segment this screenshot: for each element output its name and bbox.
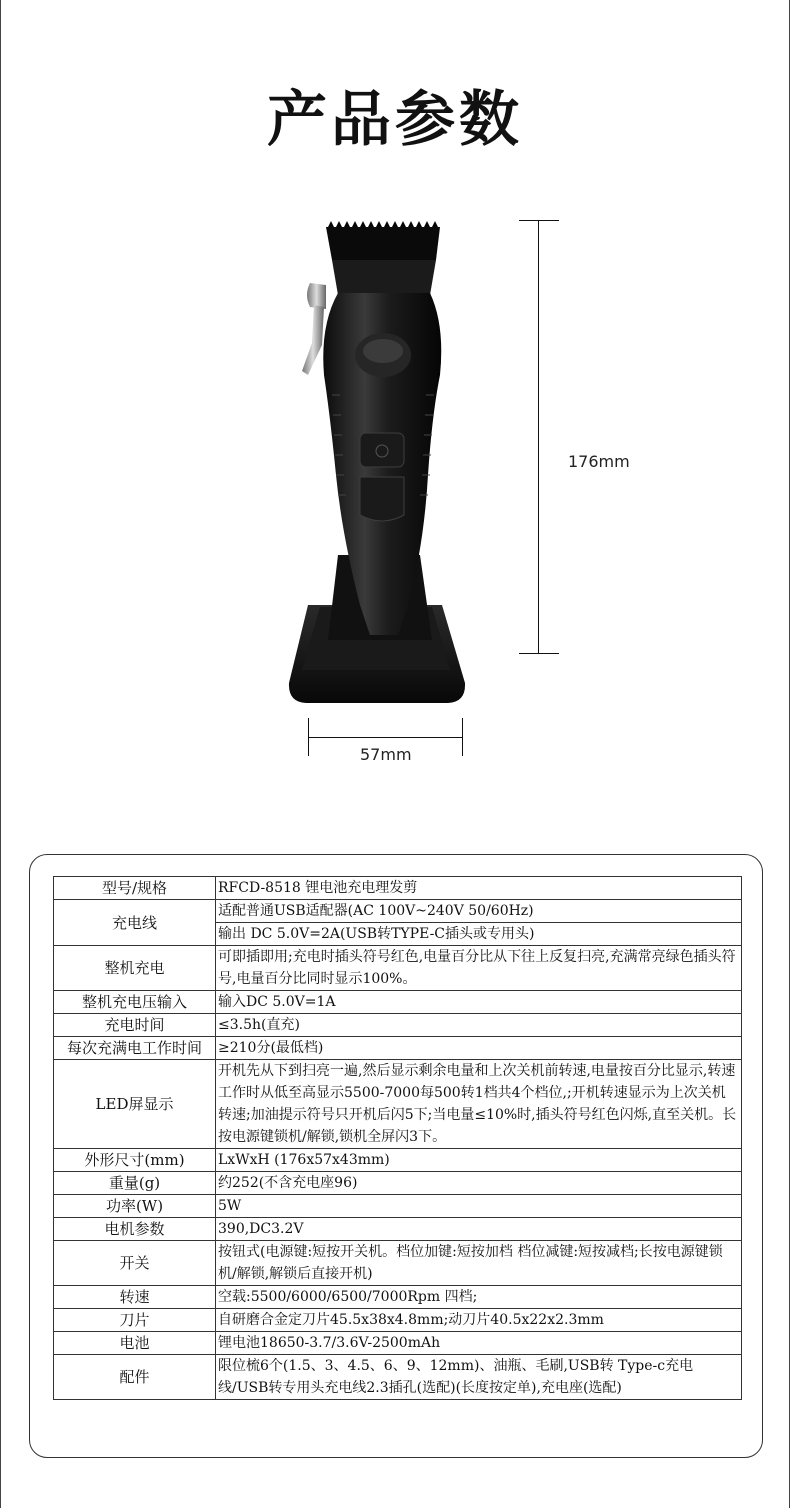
- spec-value-line: 自研磨合金定刀片45.5x38x4.8mm;动刀片40.5x22x2.3mm: [218, 1312, 604, 1328]
- spec-value: [216, 1195, 742, 1218]
- spec-label: 刀片: [54, 1309, 216, 1332]
- width-dimension-label: 57mm: [360, 745, 412, 764]
- spec-label: 外形尺寸(mm): [54, 1149, 216, 1172]
- spec-row: [54, 1355, 742, 1400]
- spec-value: [216, 1014, 742, 1037]
- spec-value: [216, 1355, 742, 1400]
- spec-value: [216, 1037, 742, 1060]
- spec-value: [216, 1286, 742, 1309]
- spec-value-line: 开机先从下到扫亮一遍,然后显示剩余电量和上次关机前转速,电量按百分比显示,转速工作时从低至高显示5500-7000每500转1档共4个档位,;开机转速显示为上次关机转速;加油提示符号只开机后闪5下;当电量≤10%时,插头符号红色闪烁,直至关机。长按电源键锁机/解锁,锁机全屏闪3下。: [218, 1063, 737, 1145]
- spec-value: [216, 877, 742, 900]
- spec-row: [54, 1060, 742, 1149]
- spec-table: [53, 876, 742, 1400]
- spec-row: [54, 1014, 742, 1037]
- clipper-product-image: [280, 215, 480, 710]
- page-title: 产品参数: [267, 85, 523, 155]
- spec-value: [216, 1149, 742, 1172]
- spec-value-line: LxWxH (176x57x43mm): [218, 1152, 390, 1168]
- spec-label: 电池: [54, 1332, 216, 1355]
- spec-value-line: 锂电池18650-3.7/3.6V-2500mAh: [218, 1335, 441, 1351]
- spec-row: [54, 991, 742, 1014]
- spec-value: [216, 946, 742, 991]
- spec-row: [54, 900, 742, 946]
- spec-value-line: RFCD-8518 锂电池充电理发剪: [218, 880, 418, 896]
- spec-label: 充电时间: [54, 1014, 216, 1037]
- spec-row: [54, 1172, 742, 1195]
- spec-value-line: 390,DC3.2V: [218, 1221, 304, 1237]
- spec-label: 重量(g): [54, 1172, 216, 1195]
- height-dimension-line: [519, 220, 559, 654]
- spec-value: [216, 1172, 742, 1195]
- spec-label: 功率(W): [54, 1195, 216, 1218]
- spec-row: [54, 1286, 742, 1309]
- spec-label: 配件: [54, 1355, 216, 1400]
- height-dimension-label: 176mm: [568, 452, 630, 471]
- spec-row: [54, 946, 742, 991]
- spec-value: [216, 1060, 742, 1149]
- spec-value: [216, 1309, 742, 1332]
- spec-row: [54, 1241, 742, 1286]
- spec-row: [54, 1332, 742, 1355]
- spec-value: [216, 900, 742, 946]
- spec-value: [216, 1241, 742, 1286]
- spec-value-line: ≥210分(最低档): [218, 1040, 324, 1056]
- spec-value: [216, 1218, 742, 1241]
- spec-row: [54, 1309, 742, 1332]
- spec-label: 每次充满电工作时间: [54, 1037, 216, 1060]
- spec-row: [54, 1218, 742, 1241]
- spec-row: [54, 1149, 742, 1172]
- spec-label: LED屏显示: [54, 1060, 216, 1149]
- spec-value-line: 按钮式(电源键:短按开关机。档位加键:短按加档 档位减键:短按减档;长按电源键锁机/解锁,解锁后直接开机): [218, 1244, 723, 1282]
- spec-value-line: 输入DC 5.0V=1A: [218, 994, 336, 1010]
- spec-label: 转速: [54, 1286, 216, 1309]
- spec-label: 整机充电: [54, 946, 216, 991]
- spec-value-line: 空载:5500/6000/6500/7000Rpm 四档;: [218, 1289, 478, 1305]
- spec-label: 电机参数: [54, 1218, 216, 1241]
- spec-row: [54, 1195, 742, 1218]
- spec-label: 充电线: [54, 900, 216, 946]
- spec-label: 开关: [54, 1241, 216, 1286]
- spec-label: 型号/规格: [54, 877, 216, 900]
- spec-value: [216, 1332, 742, 1355]
- spec-row: [54, 1037, 742, 1060]
- spec-label: 整机充电压输入: [54, 991, 216, 1014]
- spec-value-line: 5W: [218, 1198, 242, 1214]
- spec-value-line: ≤3.5h(直充): [218, 1017, 300, 1033]
- spec-value-line: 可即插即用;充电时插头符号红色,电量百分比从下往上反复扫亮,充满常亮绿色插头符号,电量百分比同时显示100%。: [218, 949, 736, 987]
- spec-row: [54, 877, 742, 900]
- spec-value-line: 输出 DC 5.0V=2A(USB转TYPE-C插头或专用头): [216, 922, 741, 945]
- spec-value-line: 限位梳6个(1.5、3、4.5、6、9、12mm)、油瓶、毛刷,USB转 Type-c充电线/USB转专用头充电线2.3插孔(选配)(长度按定单),充电座(选配): [218, 1358, 694, 1396]
- spec-value-line: 适配普通USB适配器(AC 100V~240V 50/60Hz): [218, 903, 534, 919]
- spec-value-line: 约252(不含充电座96): [218, 1175, 358, 1191]
- spec-value: [216, 991, 742, 1014]
